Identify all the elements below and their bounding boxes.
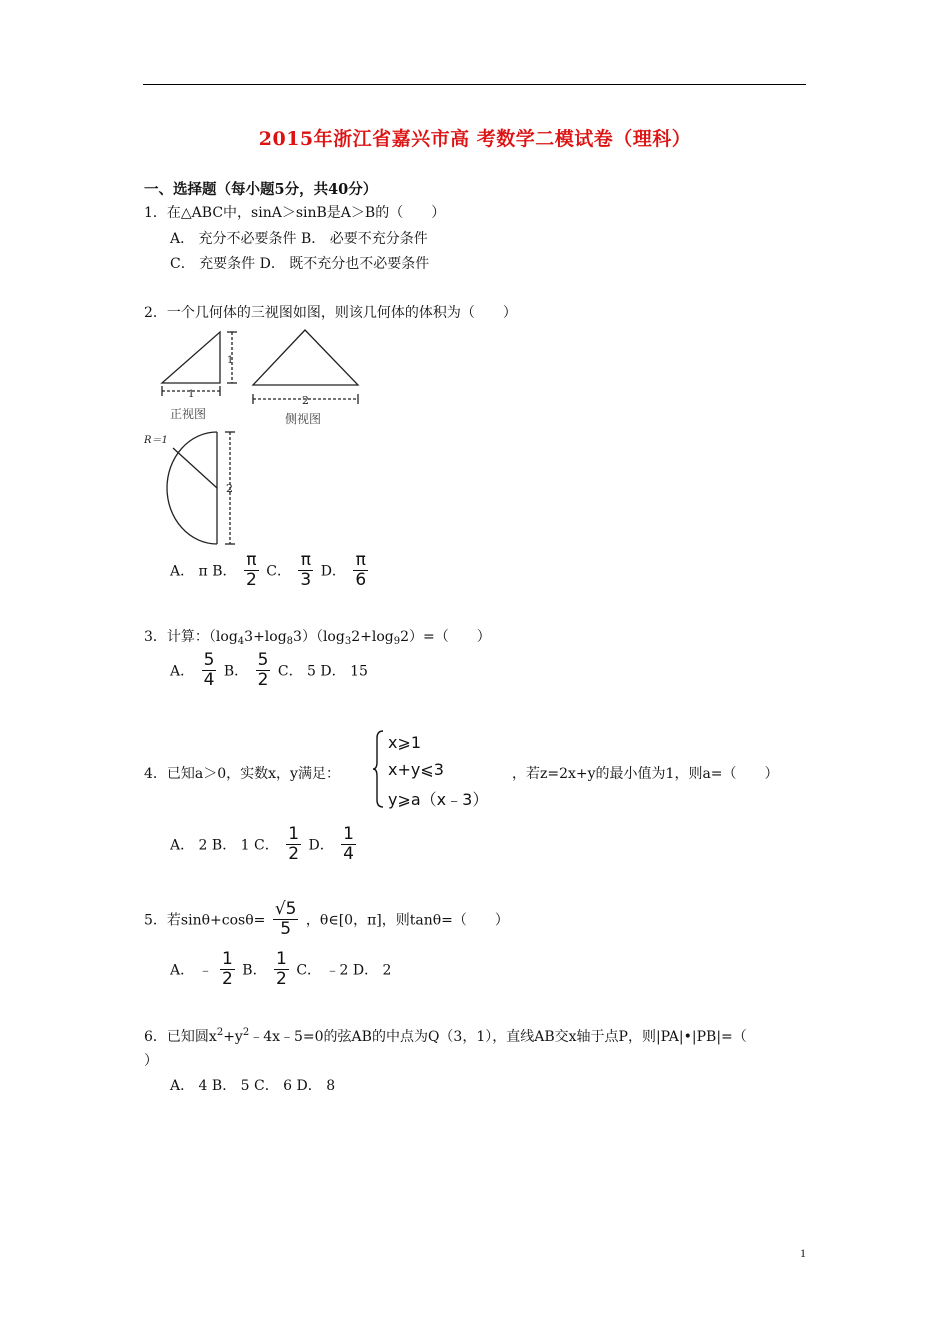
radius-label: R＝1 — [144, 435, 168, 446]
option-a: A． — [170, 663, 195, 680]
option-d: D． — [308, 837, 334, 854]
option-a: A． ﹣ — [170, 962, 213, 979]
question-6-stem-cont: ） — [144, 1053, 158, 1069]
question-3-options — [170, 651, 368, 690]
text: 3）（log — [293, 629, 345, 645]
exam-title: 2015年浙江省嘉兴市高 考数学二模试卷（理科） — [258, 128, 692, 150]
question-4-options — [170, 825, 359, 864]
denominator: 2 — [288, 844, 300, 864]
text: 2+log — [351, 629, 394, 645]
three-view-figure — [140, 325, 380, 550]
fraction-1-over-4 — [341, 825, 356, 864]
denominator: 3 — [300, 570, 312, 590]
option-c: C． — [266, 563, 291, 580]
numerator: 5 — [257, 650, 269, 670]
top-height-label: 2 — [226, 482, 233, 495]
numerator: π — [298, 551, 313, 571]
text: 6．已知圆x — [144, 1029, 217, 1045]
side-view — [253, 330, 358, 404]
fraction-5-over-4 — [202, 651, 217, 690]
subscript: 3 — [344, 636, 352, 647]
front-height-label: 1 — [227, 355, 234, 366]
text: +y — [223, 1029, 243, 1045]
denominator: 6 — [355, 570, 367, 590]
question-3-stem — [144, 626, 491, 647]
front-view-caption: 正视图 — [170, 407, 207, 421]
question-2-options — [170, 551, 371, 590]
denominator: 4 — [203, 670, 215, 690]
page-number: 1 — [800, 1246, 806, 1260]
front-view — [162, 332, 237, 396]
denominator: 4 — [343, 844, 354, 864]
fraction-pi-over-3 — [298, 551, 313, 590]
text: ，θ∈[0，π]，则tanθ=（ ） — [305, 912, 509, 929]
numerator: 1 — [276, 949, 287, 969]
section-heading: 一、选择题（每小题5分，共40分） — [144, 181, 378, 198]
constraint-1: x⩾1 — [388, 733, 422, 752]
question-6-stem — [144, 1026, 747, 1046]
numerator: 1 — [222, 949, 233, 969]
option-b: B． — [223, 663, 249, 680]
superscript: 2 — [242, 1027, 250, 1038]
fraction-1-over-2 — [286, 825, 301, 864]
question-1-stem: 1．在△ABC中，sinA＞sinB是A＞B的（ ） — [144, 205, 446, 221]
header-rule — [143, 84, 806, 85]
side-base-label: 2 — [302, 394, 309, 407]
fraction-pi-over-2 — [244, 551, 259, 590]
denominator: 2 — [222, 969, 233, 989]
text: ﹣4x﹣5=0的弦AB的中点为Q（3，1），直线AB交x轴于点P，则|PA|•|PB|=（ — [249, 1029, 747, 1045]
side-view-caption: 侧视图 — [285, 412, 322, 426]
question-5-stem — [144, 900, 509, 939]
superscript: 2 — [216, 1027, 224, 1038]
question-2-stem: 2．一个几何体的三视图如图，则该几何体的体积为（ ） — [144, 305, 517, 321]
numerator: 1 — [343, 824, 354, 844]
numerator: π — [353, 551, 368, 571]
question-4-tail: ，若z=2x+y的最小值为1，则a=（ ） — [512, 766, 779, 782]
option-a: A． π B． — [170, 563, 237, 580]
question-4-stem: 4．已知a＞0，实数x，y满足： — [144, 766, 340, 782]
fraction-sqrt5-over-5 — [273, 900, 299, 939]
subscript: 8 — [286, 636, 294, 647]
text: 3+log — [244, 629, 287, 645]
numerator: √5 — [274, 899, 297, 919]
options-cd: C． ﹣2 D． 2 — [296, 962, 392, 979]
option-b: B． — [242, 962, 267, 979]
denominator: 2 — [257, 670, 269, 690]
denominator: 2 — [276, 969, 287, 989]
subscript: 9 — [393, 636, 401, 647]
denominator: 5 — [280, 919, 292, 939]
front-base-label: 1 — [188, 389, 195, 400]
question-5-options — [170, 950, 391, 989]
numerator: π — [244, 551, 259, 571]
options-abc: A． 2 B． 1 C． — [170, 837, 279, 854]
numerator: 1 — [288, 824, 300, 844]
fraction-5-over-2 — [256, 651, 271, 690]
fraction-1-over-2 — [274, 950, 289, 989]
constraint-3: y⩾a（x﹣3） — [388, 790, 489, 809]
subscript: 4 — [237, 636, 245, 647]
question-1-options-ab: A． 充分不必要条件 B． 必要不充分条件 — [170, 231, 428, 247]
question-1-options-cd: C． 充要条件 D． 既不充分也不必要条件 — [170, 256, 430, 272]
text: 5．若sinθ+cosθ= — [144, 912, 266, 929]
fraction-pi-over-6 — [353, 551, 368, 590]
numerator: 5 — [203, 650, 215, 670]
top-view — [167, 432, 235, 544]
constraint-2: x+y⩽3 — [388, 760, 444, 779]
option-d: D． — [320, 563, 346, 580]
denominator: 2 — [245, 570, 257, 590]
fraction-1-over-2 — [220, 950, 235, 989]
options-cd: C． 5 D． 15 — [277, 663, 368, 680]
text: 3．计算：（log — [144, 629, 238, 645]
question-6-options: A． 4 B． 5 C． 6 D． 8 — [170, 1078, 336, 1094]
system-brace — [372, 730, 384, 808]
text: 2）=（ ） — [400, 629, 491, 645]
